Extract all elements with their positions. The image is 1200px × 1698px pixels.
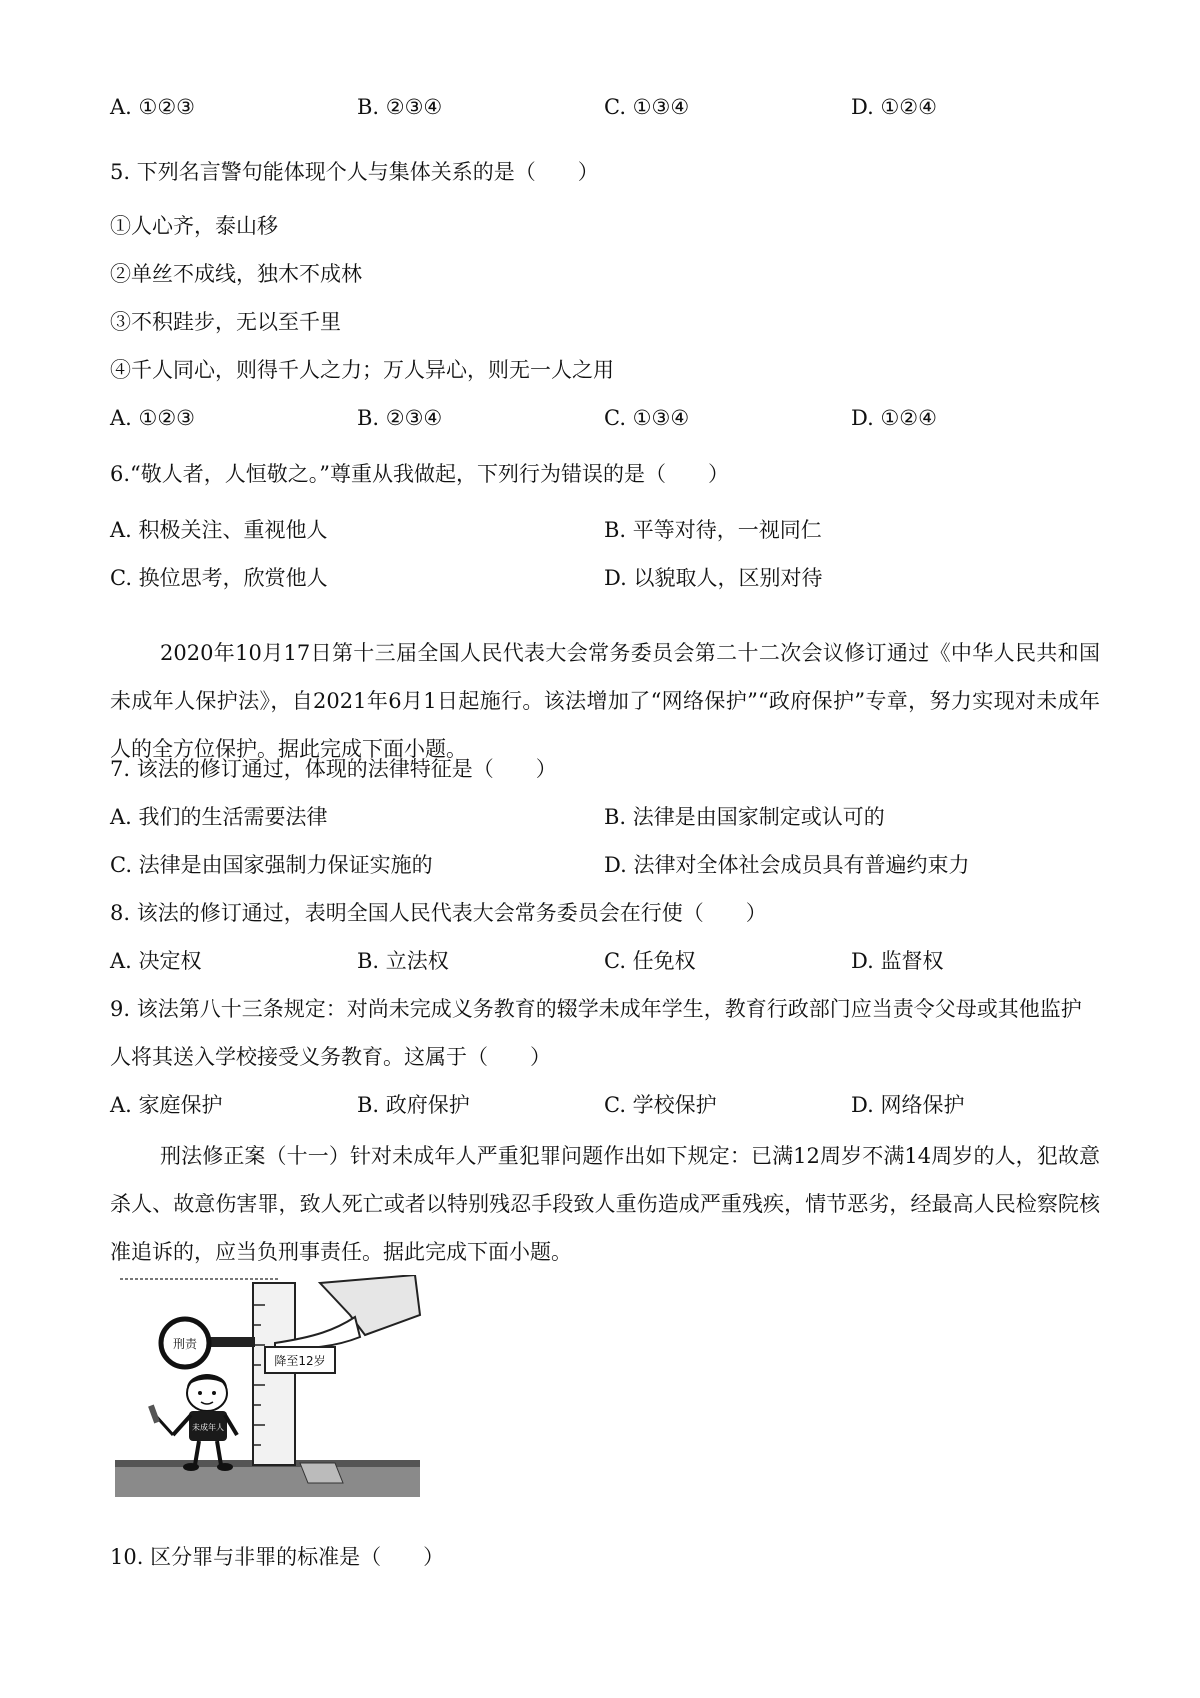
- q5-item-3: ③不积跬步，无以至千里: [110, 310, 341, 334]
- cartoon-sign-label: 刑责: [172, 1337, 198, 1351]
- q8-option-a: A. 决定权: [110, 949, 202, 973]
- q7-option-d: D. 法律对全体社会成员具有普遍约束力: [604, 853, 970, 877]
- passage-criminal-law-amendment: 刑法修正案（十一）针对未成年人严重犯罪问题作出如下规定：已满12周岁不满14周岁的人，犯故意杀人、故意伤害罪，致人死亡或者以特别残忍手段致人重伤造成严重残疾，情节恶劣，经最高人民检察院核准追诉的，应当负刑事责任。据此完成下面小题。: [110, 1144, 1100, 1264]
- q5-stem: 5. 下列名言警句能体现个人与集体关系的是（ ）: [110, 160, 599, 184]
- cartoon-mark-label: 降至12岁: [274, 1354, 326, 1368]
- q5-item-2: ②单丝不成线，独木不成林: [110, 262, 362, 286]
- q4-option-d: D. ①②④: [851, 95, 937, 119]
- q9-option-a: A. 家庭保护: [110, 1093, 223, 1117]
- q9-option-d: D. 网络保护: [851, 1093, 965, 1117]
- q7-option-b: B. 法律是由国家制定或认可的: [604, 805, 885, 829]
- passage-minor-protection-law: 2020年10月17日第十三届全国人民代表大会常务委员会第二十二次会议修订通过《中华人民共和国未成年人保护法》，自2021年6月1日起施行。该法增加了“网络保护”“政府保护”专章，努力实现对未成年人的全方位保护。据此完成下面小题。: [110, 641, 1100, 761]
- q6-option-b: B. 平等对待，一视同仁: [604, 518, 822, 542]
- q5-option-b: B. ②③④: [357, 406, 443, 430]
- q8-option-d: D. 监督权: [851, 949, 944, 973]
- q8-stem: 8. 该法的修订通过，表明全国人民代表大会常务委员会在行使（ ）: [110, 901, 767, 925]
- cartoon-shirt-label: 未成年人: [192, 1423, 224, 1432]
- q10-stem: 10. 区分罪与非罪的标准是（ ）: [110, 1545, 445, 1569]
- q7-option-a: A. 我们的生活需要法律: [110, 805, 328, 829]
- q6-option-d: D. 以貌取人，区别对待: [604, 566, 823, 590]
- q6-option-c: C. 换位思考，欣赏他人: [110, 566, 328, 590]
- q8-option-b: B. 立法权: [357, 949, 449, 973]
- q9-option-c: C. 学校保护: [604, 1093, 717, 1117]
- q4-option-b: B. ②③④: [357, 95, 443, 119]
- q5-item-4: ④千人同心，则得千人之力；万人异心，则无一人之用: [110, 358, 614, 382]
- q9-stem-line-2: 人将其送入学校接受义务教育。这属于（ ）: [110, 1045, 551, 1069]
- q7-stem: 7. 该法的修订通过，体现的法律特征是（ ）: [110, 757, 557, 781]
- cartoon-image: [115, 1275, 425, 1505]
- q4-option-a: A. ①②③: [110, 95, 195, 119]
- q6-stem: 6.“敬人者，人恒敬之。”尊重从我做起，下列行为错误的是（ ）: [110, 462, 730, 486]
- q5-option-a: A. ①②③: [110, 406, 195, 430]
- q5-option-d: D. ①②④: [851, 406, 937, 430]
- q6-option-a: A. 积极关注、重视他人: [110, 518, 328, 542]
- q5-item-1: ①人心齐，泰山移: [110, 214, 278, 238]
- q4-option-c: C. ①③④: [604, 95, 690, 119]
- q8-option-c: C. 任免权: [604, 949, 696, 973]
- q9-option-b: B. 政府保护: [357, 1093, 470, 1117]
- q5-option-c: C. ①③④: [604, 406, 690, 430]
- q7-option-c: C. 法律是由国家强制力保证实施的: [110, 853, 433, 877]
- q9-stem-line-1: 9. 该法第八十三条规定：对尚未完成义务教育的辍学未成年学生，教育行政部门应当责令父母或其他监护: [110, 997, 1082, 1021]
